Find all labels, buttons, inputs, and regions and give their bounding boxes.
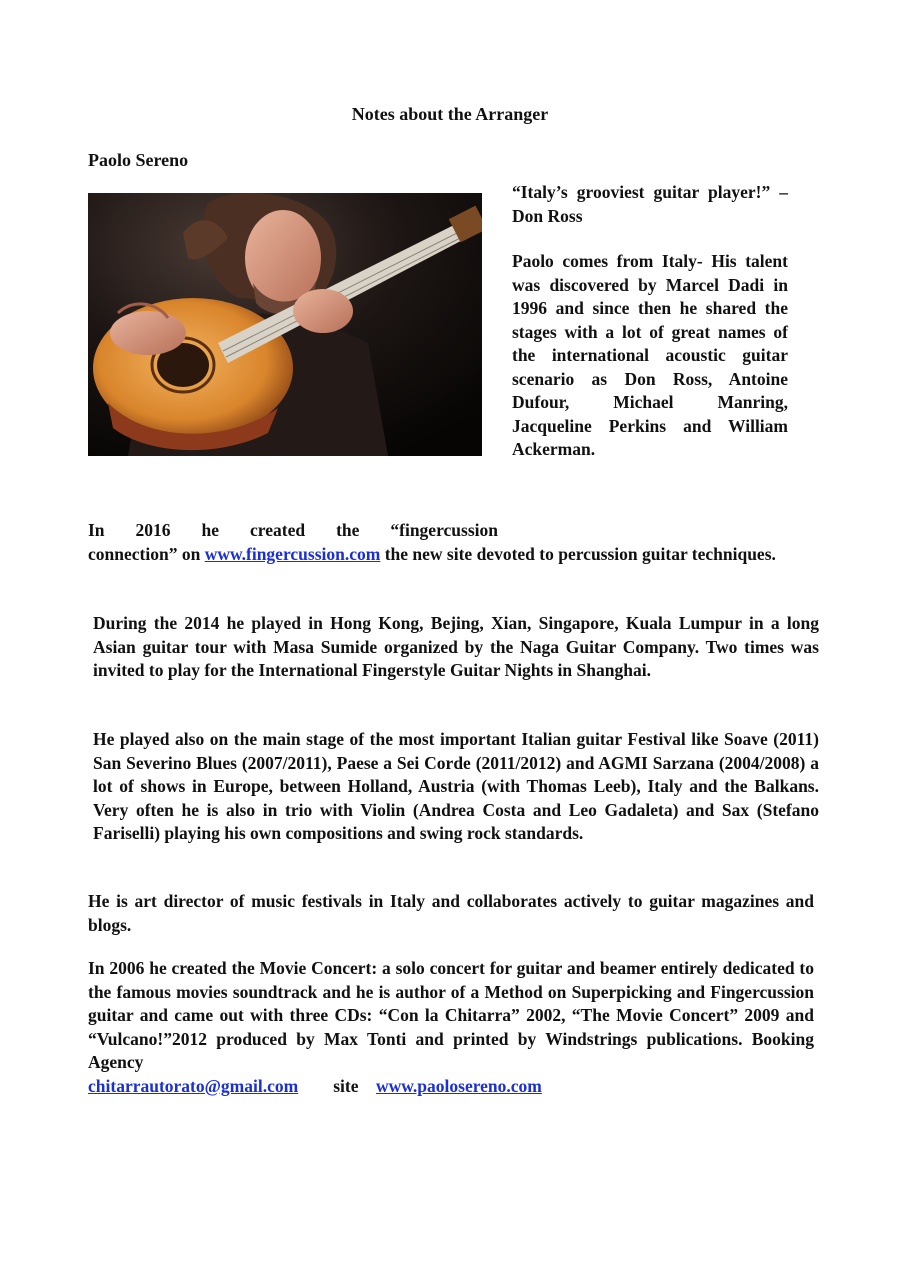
arranger-photo — [88, 193, 482, 456]
quote: “Italy’s grooviest guitar player!” – Don Ross — [512, 182, 788, 226]
paragraph-text: connection” on — [88, 543, 201, 564]
website-link[interactable]: www.paolosereno.com — [375, 1075, 542, 1096]
arranger-name: Paolo Sereno — [88, 150, 189, 170]
paragraph-movie-concert — [88, 957, 814, 1098]
paragraph-festivals: He played also on the main stage of the most important Italian guitar Festival like Soave (2011) San Severino Blues (2007/2011), Paese a Sei Corde (2011/2012) and AGMI Sarzana (2004/2008) a lot of shows in Europe, between Holland, Austria (with Thomas Leeb), Italy and the Balkans. Very often he is also in trio with Violin (Andrea Costa and Leo Gadaleta) and Sax (Stefano Fariselli) playing his own compositions and swing rock standards. — [93, 729, 819, 843]
paragraph-art-director: He is art director of music festivals in Italy and collaborates actively to guitar magazines and blogs. — [88, 891, 814, 935]
page-title: Notes about the Arranger — [351, 104, 549, 124]
paragraph-text: the new site devoted to percussion guitar techniques. — [384, 543, 776, 564]
paragraph-text: In 2006 he created the Movie Concert: a solo concert for guitar and beamer entirely dedicated to the famous movies soundtrack and he is author of a Method on Superpicking and Fingercussion guitar and came out with three CDs: “Con la Chitarra” 2002, “The Movie Concert” 2009 and “Vulcano!”2012 produced by Max Tonti and printed by Windstrings publications. Booking Agency — [88, 958, 814, 1072]
paragraph-asia-tour: During the 2014 he played in Hong Kong, Bejing, Xian, Singapore, Kuala Lumpur in a long Asian guitar tour with Masa Sumide organized by the Naga Guitar Company. Two times was invited to play for the International Fingerstyle Guitar Nights in Shanghai. — [93, 613, 819, 680]
email-link[interactable]: chitarrautorato@gmail.com — [88, 1075, 299, 1096]
site-label: site — [333, 1075, 359, 1096]
fingercussion-link[interactable]: www.fingercussion.com — [204, 543, 381, 564]
bio-intro: Paolo comes from Italy- His talent was discovered by Marcel Dadi in 1996 and since then he shared the stages with a lot of great names of the international acoustic guitar scenario as Don Ross, Antoine Dufour, Michael Manring, Jacqueline Perkins and William Ackerman. — [512, 251, 788, 459]
paragraph-line: In 2016 he created the “fingercussion — [88, 520, 498, 540]
paragraph-fingercussion — [88, 519, 814, 566]
guitarist-photo-image — [88, 193, 482, 456]
